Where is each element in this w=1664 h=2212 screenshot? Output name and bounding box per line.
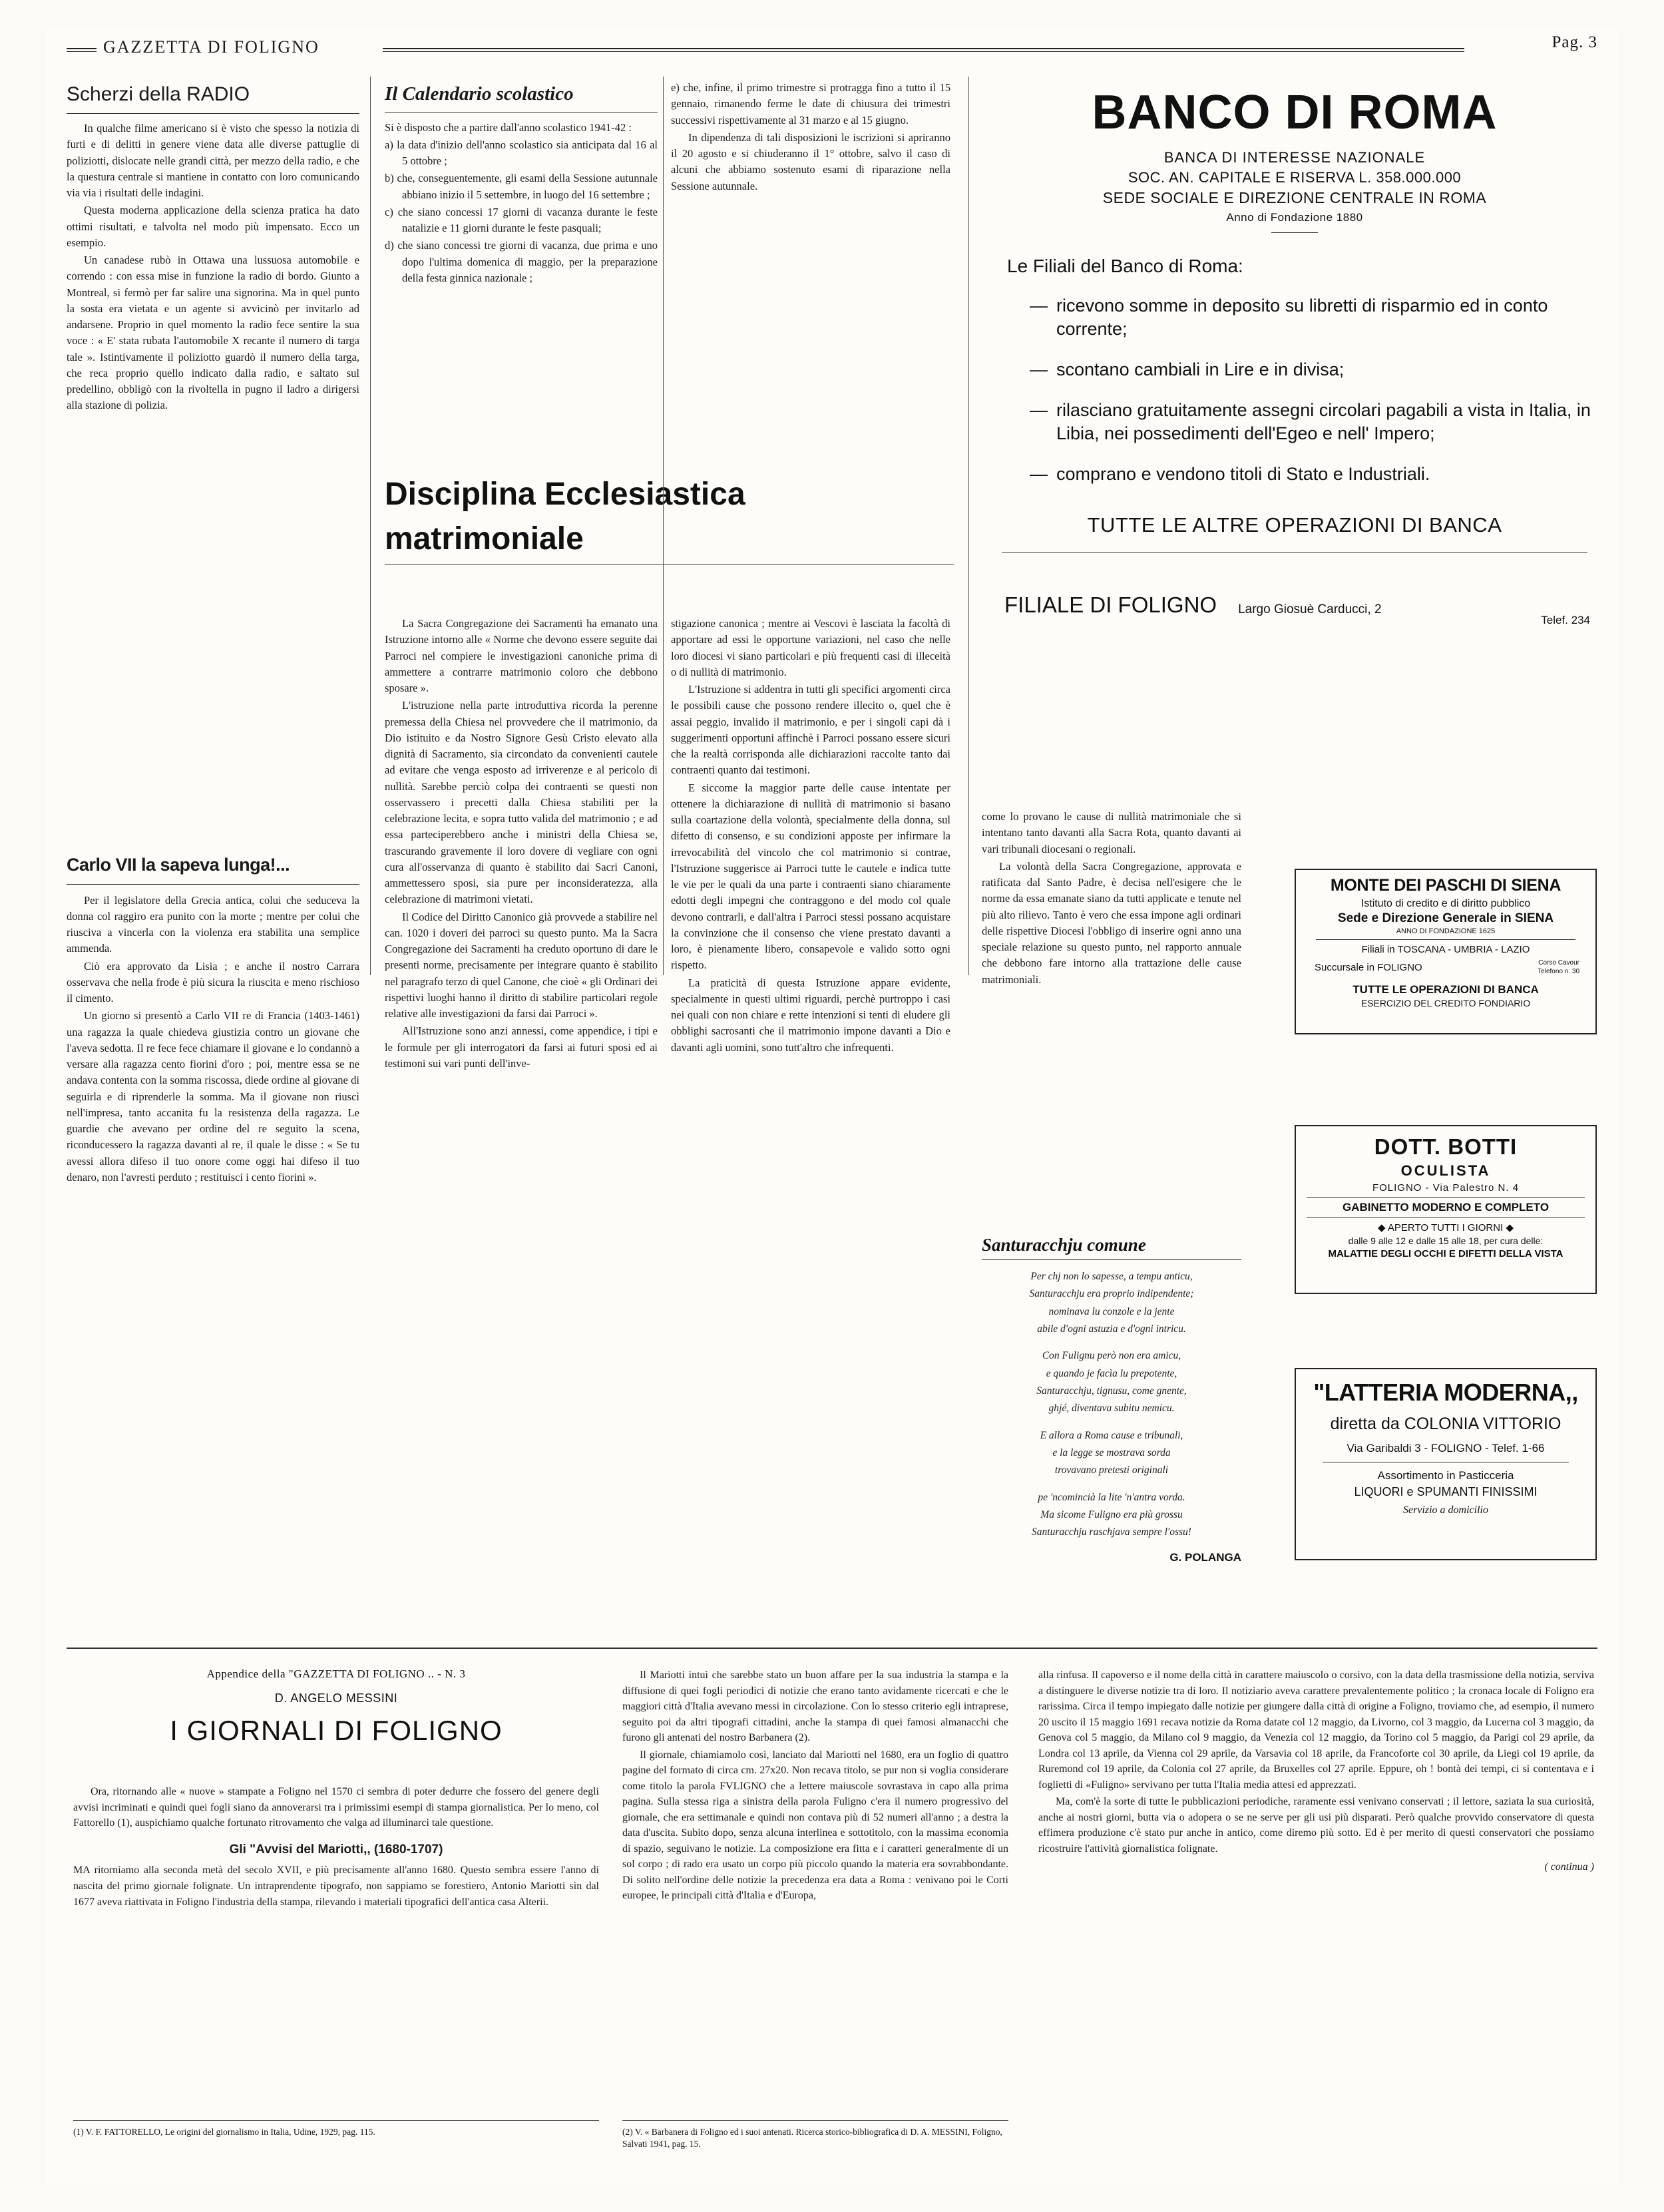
ad-banco-bullet [1030,399,1594,445]
ad-banco-line2: SOC. AN. CAPITALE E RISERVA L. 358.000.000 [1128,169,1462,186]
ad-banco-line3: SEDE SOCIALE E DIREZIONE CENTRALE IN ROMA [1102,189,1487,206]
diamond-icon: ◆ [1378,1222,1386,1233]
paragraph: E siccome la maggior parte delle cause intentate per ottenere la dichiarazione di nullità di matrimonio si basano sulla coartazione della volontà, specialmente della donna, sul difetto di consenso, e su condizioni apposte per infirmare la irrevocabilità del vincolo che col matrimonio si contrae, l'Istruzione suggerisce ai Parroci tutte le cautele e indica tutte le vie per le quali da una parte i contraenti siano chiaramente edotti degli impegni che contraggono e del modo col quale devono contrarli, e dall'altra i Parroci stessi possano acquistare la convinzione che il consenso che viene prestato davanti a loro, è pienamente libero, consapevole e valido sotto ogni rispetto. [671,781,950,972]
paragraph: All'Istruzione sono anzi annessi, come appendice, i tipi e le formule per gli interrogatori da farsi ai futuri sposi ed ai testimoni sui vari punti dell'inve- [385,1024,658,1070]
paragraph: L'istruzione nella parte introduttiva ricorda la perenne premessa della Chiesa nel provvedere che il matrimonio, da Dio istituito e da Nostro Signore Gesù Cristo elevato alla dignità di Sacramento, sia circondato da convenienti cautele ad evitare che venga esposto ad irriverenze e al pericolo di nullità. Sarebbe perciò colpa dei contraenti se questi non osservassero i precetti dalla Chiesa stabiliti per la celebrazione lecita, e sopra tutto valida del matrimonio ; e ad essa parteciperebbero anche i ministri della Chiesa se, trascurando gravemente il loro dovere di vegliare con ogni cura all'osservanza di quanto è stabilito dai Sacri Canoni, ammettessero sposi, sia pure per inconsideratezza, alla celebrazione di matrimoni vietati. [385,699,658,906]
ad-botti-services: MALATTIE DEGLI OCCHI E DIFETTI DELLA VISTA [1328,1248,1563,1259]
ad-botti-open [1296,1221,1595,1233]
paragraph: La Sacra Congregazione dei Sacramenti ha emanato una Istruzione intorno alle « Norme che devono essere seguite dai Parroci nel compiere le investigazioni canoniche prima di ammettere a contrarre matrimonio coloro che debbono sposare ». [385,617,658,694]
article-carlo [67,852,359,1187]
list-item: a) la data d'inizio dell'anno scolastico sia anticipata dal 16 al 5 ottobre ; [385,138,658,168]
divider [1271,232,1318,233]
poem-line: abile d'ogni astuzia e d'ogni intricu. [1037,1323,1186,1335]
ad-monte-title: MONTE DEI PASCHI DI SIENA [1330,876,1561,895]
section-divider [67,1648,1597,1649]
ad-latteria-moderna[interactable] [1295,1368,1597,1560]
appendice-subtitle: Gli "Avvisi del Mariotti,, (1680-1707) [229,1842,443,1857]
ad-latteria-assortment: Assortimento in Pasticceria [1377,1469,1514,1482]
continued-note: ( continua ) [1544,1861,1594,1873]
article-calendario-cont [671,80,950,196]
ad-monte-dei-paschi[interactable] [1295,869,1597,1034]
article-disciplina-header [385,476,954,564]
appendice-title: I GIORNALI DI FOLIGNO [170,1715,503,1746]
paragraph: In qualche filme americano si è visto che spesso la notizia di furti e di delitti in genere viene data alle diverse pattuglie di poliziotti, dislocate nelle grandi città, per mezzo della radio, e che la questura centrale si mantiene in contatto con loro comunicando via via i risultati delle indagini. [67,122,359,200]
list-item: e) che, infine, il primo trimestre si protragga fino a tutto il 15 gennaio, rimanendo ferme le date di chiusura dei trimestri successivi rispettivamente al 31 marzo e al 15 giugno. [671,81,950,126]
ad-latteria-title: "LATTERIA MODERNA,, [1313,1379,1578,1406]
ad-monte-line5c: Telefono n. 30 [1538,968,1579,975]
ad-botti-title: DOTT. BOTTI [1374,1134,1518,1159]
poem-line: Per chj non lo sapesse, a tempu anticu, [1030,1271,1193,1282]
dash-icon: — [1030,464,1048,485]
ad-monte-line2: Sede e Direzione Generale in SIENA [1337,911,1554,925]
ad-banco-line4: Anno di Fondazione 1880 [1226,211,1363,224]
appendice-col3 [1038,1667,1594,1875]
masthead [67,33,1597,60]
poem-line: pe 'ncomincià la lite 'n'antra vorda. [1038,1491,1185,1503]
ad-monte-line5: Succursale in FOLIGNO [1315,962,1422,973]
page-number: Pag. 3 [1552,33,1597,51]
article-disciplina-col1 [385,616,658,1073]
ad-dott-botti[interactable] [1295,1125,1597,1294]
dash-icon: — [1030,400,1048,421]
ad-banco-phone: Telef. 234 [1541,613,1590,626]
footnote-1-box [73,2120,599,2138]
footnote-2: (2) V. « Barbanera di Foligno ed i suoi antenati. Ricerca storico-bibliografica di D. A. MESSINI, Foligno, Salvati 1941, pag. 15. [622,2127,1002,2149]
ad-banco-bullet [1030,358,1594,381]
article-carlo-title: Carlo VII la sapeva lunga!... [67,855,290,875]
appendice-col2 [622,1667,1008,1905]
paragraph: Per il legislatore della Grecia antica, colui che seduceva la donna col raggiro era punito con la morte ; mentre per colui che riusciva a vincerla con la violenza era stabilita una semplice ammenda. [67,893,359,955]
ad-banco-lead: Le Filiali del Banco di Roma: [1007,256,1243,276]
footnote-1: (1) V. F. FATTORELLO, Le origini del giornalismo in Italia, Udine, 1929, pag. 115. [73,2127,375,2137]
ad-latteria-address: Via Garibaldi 3 - FOLIGNO - Telef. 1-66 [1347,1442,1545,1454]
paragraph: Il Mariotti intuì che sarebbe stato un buon affare per la sua industria la stampa e la diffusione di quei fogli periodici di notizie che erano tanto avidamente ricercati e che le maggiori città d'Italia avevano messi in circolazione. Con lo stesso criterio egli intraprese, seguito poi da altri tipografi cittadini, anche la stampa di quei famosi almanacchi che furono gli antenati del nostro Barbanera (2). [622,1669,1008,1744]
ad-monte-line6: TUTTE LE OPERAZIONI DI BANCA [1352,983,1539,996]
column-divider [968,77,969,975]
ad-monte-line5b: Corso Cavour [1538,959,1579,967]
column-divider [663,77,664,975]
poem-line: Santuracchju era proprio indipendente; [1029,1288,1194,1300]
poem-line: e la legge se mostrava sorda [1052,1447,1171,1459]
article-radio [67,80,359,415]
poem-signature: G. POLANGA [1169,1550,1241,1564]
poem-title: Santuracchju comune [982,1235,1146,1255]
ad-banco-address: Largo Giosuè Carducci, 2 [1238,602,1382,616]
ad-latteria-owner: diretta da COLONIA VITTORIO [1330,1415,1561,1433]
ad-monte-line3: ANNO DI FONDAZIONE 1625 [1396,927,1496,935]
paragraph: Il giornale, chiamiamolo così, lanciato dal Mariotti nel 1680, era un foglio di quattro pagine del formato di circa cm. 27x20. Non recava titolo, se pur non si voglia considerare come titolo la parola FVLIGNO che a lettere maiuscole sovrastava in capo alla prima pagina. Sulla stessa riga a sinistra della parola Fuligno c'era il numero progressivo del giornale, che era settimanale e quindi non contava più di 52 numeri all'anno ; a destra la data d'uscita. Subito dopo, senza alcuna interlinea e sottotitolo, con la massima economia di spazio, seguivano le notizie. La composizione era fitta e i caratteri generalmente di un sol corpo ; di rado era usato un corpo più piccolo quando la materia era sovrabbondante. Di solito nell'ordine delle notizie la precedenza era data a Roma : venivano poi le Corti europee, le principali città d'Italia e d'Europa, [622,1749,1008,1902]
article-calendario [385,80,658,288]
paragraph: Un canadese rubò in Ottawa una lussuosa automobile e correndo : con essa mise in funzione la radio di bordo. Giunto a Montreal, si fermò per far salire una signorina. Ma in quel punto la sosta era vietata e un agente si avvicinò per invitarlo ad andarsene. Proprio in quel momento la radio fece sentire la sua voce : « E' stata rubata l'automobile X recante il numero di targa tale ». Istintivamente il poliziotto guardò il numero della targa, che reca proprio quello indicato dalla radio, e saltato sul predellino, obbligò con la rivoltella in pugno il ladro a dirigersi alla stazione di polizia. [67,254,359,412]
ad-banco-bullet [1030,294,1594,341]
article-disciplina-col2 [671,616,950,1057]
paragraph: come lo provano le cause di nullità matrimoniale che si intentano tanto davanti alla Sacra Rota, quanto davanti ai vari tribunali diocesani o regionali. [982,810,1241,855]
ad-latteria-products: LIQUORI e SPUMANTI FINISSIMI [1354,1485,1538,1498]
column-divider [370,77,371,975]
paragraph: Ma, com'è la sorte di tutte le pubblicazioni periodiche, raramente essi venivano conservati ; il lettore, saziata la sua curiosità, anche ai nostri giorni, butta via o adopera o se ne serve per gli usi più disparati. Però qualche provvido conservatore di questa effimera produzione c'è stato pur anche in antico, come diremo più sotto. Ed è per merito di questi conservatori che possiamo ricostruire l'attività giornalistica folignate. [1038,1796,1594,1855]
paragraph: Ciò era approvato da Lisia ; e anche il nostro Carrara osservava che nella frode è più sicura la riuscita e meno rischioso il cimento. [67,959,359,1005]
paragraph: L'Istruzione si addentra in tutti gli specifici argomenti circa le possibili cause che possono rendere illecito o, quel che è assai peggio, invalido il matrimonio, e per i singoli capi dà i suggerimenti opportuni affinchè i Parroci possano essere sicuri che la realtà corrisponda alle dichiarazioni raccolte tanto dai contraenti quanto dai testimoni. [671,683,950,777]
ad-banco-bullet-text: ricevono somme in deposito su libretti di risparmio ed in conto corrente; [1056,296,1548,339]
article-calendario-title: Il Calendario scolastico [385,83,574,105]
ad-monte-line7: ESERCIZIO DEL CREDITO FONDIARIO [1360,998,1531,1008]
article-disciplina-title1: Disciplina Ecclesiastica [385,477,745,512]
article-disciplina-col3 [982,809,1241,989]
paragraph: Questa moderna applicazione della scienza pratica ha dato ottimi risultati, e talvolta nel modo più impensato. Ecco un esempio. [67,204,359,249]
ad-banco-bullet-text: comprano e vendono titoli di Stato e Industriali. [1056,464,1430,485]
dash-icon: — [1030,359,1048,380]
diamond-icon: ◆ [1506,1222,1514,1233]
publication-title: GAZZETTA DI FOLIGNO [103,37,319,57]
ad-banco-line1: BANCA DI INTERESSE NAZIONALE [1163,149,1426,166]
ad-botti-cabinet: GABINETTO MODERNO E COMPLETO [1342,1201,1550,1214]
article-radio-title: Scherzi della RADIO [67,83,250,105]
poem-line: E allora a Roma cause e tribunali, [1040,1429,1183,1441]
paragraph: Si è disposto che a partire dall'anno scolastico 1941-42 : [385,120,632,134]
poem-line: trovavano pretesti originali [1054,1464,1169,1476]
paragraph: In dipendenza di tali disposizioni le iscrizioni si apriranno il 20 agosto e si chiuderanno il 1° ottobre, salvo il caso di alcuni che abbiamo sostenuto esami di riparazione nella Sessione autunnale. [671,130,950,192]
ad-banco-all-operations: TUTTE LE ALTRE OPERAZIONI DI BANCA [1087,513,1502,537]
poem-line: Santuracchju, tignusu, come gnente, [1036,1385,1187,1397]
ad-botti-address: FOLIGNO - Via Palestro N. 4 [1372,1182,1520,1194]
poem-line: ghjé, diventava subitu nemicu. [1048,1403,1175,1415]
ad-banco-bullet-text: scontano cambiali in Lire e in divisa; [1056,359,1345,380]
poem-line: nominava lu conzole e la jente [1048,1305,1175,1317]
paragraph: Ora, ritornando alle « nuove » stampate a Foligno nel 1570 ci sembra di poter dedurre che fossero del genere degli avvisi incriminati e quindi quei fogli siano da annoverarsi tra i primissimi esempi di stampa giornalistica. Per lo meno, col Fattorello (1), auspichiamo qualche fortunato ritrovamento che valga ad illuminarci tale questione. [73,1786,599,1829]
list-item: c) che siano concessi 17 giorni di vacanza durante le feste natalizie e 11 giorni durante le feste pasquali; [385,205,658,235]
dash-icon: — [1030,296,1048,316]
ad-banco-branch: FILIALE DI FOLIGNO [1004,592,1217,617]
appendice-header-block [73,1667,599,1747]
ad-banco-di-roma[interactable] [995,73,1594,792]
list-item: b) che, conseguentemente, gli esami della Sessione autunnale abbiano inizio il 5 settembre, in luogo del 16 settembre ; [385,172,658,201]
paragraph: alla rinfusa. Il capoverso e il nome della città in carattere maiuscolo o corsivo, con la data della trasmissione della notizia, serviva a distinguere le diverse notizie tra di loro. Il notiziario aveva carattere prevalentemente politico ; la cronaca locale di Foligno era rarissima. Circa il tempo impiegato dalle notizie per giungere dalla città di origine a Foligno, troviamo che, ad esempio, il numero 20 uscito il 15 maggio 1691 recava notizie da Roma datate col 12 maggio, da Livorno, col 3 maggio, da Lucerna col 3 maggio, da Genova col 5 maggio, da Milano col 9 maggio, da Venezia col 12 maggio, da Torino col 5 maggio, da Parigi col 29 aprile, da Londra col 13 aprile, da Vienna col 29 aprile, da Varsavia col 18 aprile, da Francoforte col 30 aprile, da Liegi col 19 aprile, da Ruremond col 19 aprile, da Colonia col 27 aprile, da Bruxelles col 27 aprile. Eppure, oh ! bontà dei tempi, ci si contentava e i foglietti di «Fuligno» servivano per tutta l'Italia media attesi ed apprezzati. [1038,1669,1594,1791]
paragraph: Un giorno si presentò a Carlo VII re di Francia (1403-1461) una ragazza la quale chiedeva giustizia contro un giovane che l'aveva sedotta. Il re fece fece chiamare il giovane e lo condannò a versare alla ragazza cento fiorini d'oro ; poi, mentre essa se ne andava contenta con la somma riscossa, diede ordine al giovane di seguirla e di riprenderle la somma. Ma il giovane non riuscì nell'impresa, tanto accanita fu la resistenza della ragazza. Le guardie che avevano per ordine del re seguito la scena, riconducessero la ragazza davanti al re, il quale le disse : « Se tu avessi allora difeso il tuo onore come oggi hai difeso il tuo denaro, non l'avresti perduto ; restituisci i cento fiorini ». [67,1009,359,1184]
paragraph: Il Codice del Diritto Canonico già provvede a stabilire nel can. 1020 i doveri dei parroci su questo punto. Ma la Sacra Congregazione dei Sacramenti ha creduto oportuno di dare le presenti norme, precisamente per integrare quanto è stabilito nel paragrafo terzo di quel Canone, che cioè « gli Ordinari dei rispettivi luoghi hanno il diritto di stabilire particolari regole relative alle investigazioni da farsi dai Parroci ». [385,910,658,1020]
paragraph: stigazione canonica ; mentre ai Vescovi è lasciata la facoltà di apportare ad essi le opportune variazioni, nel caso che nelle loro diocesi vi siano particolari e più frequenti casi di illeceità o di nullità di matrimonio. [671,617,950,678]
ad-botti-open-text: APERTO TUTTI I GIORNI [1387,1222,1504,1233]
article-disciplina-title2: matrimoniale [385,521,584,556]
paragraph: La praticità di questa Istruzione appare evidente, specialmente in questi ultimi riguardi, perchè purtroppo i casi nei quali con non chiare e rette intenzioni si tenti di eludere gli obblighi sacrosanti che il matrimonio impone davanti a Dio e davanti agli uomini, sono tutt'altro che infrequenti. [671,976,950,1054]
poem-line: e quando je facìa lu prepotente, [1046,1367,1177,1379]
footnote-2-box [622,2120,1008,2150]
poem-line: Con Fulignu però non era amicu, [1042,1350,1181,1362]
ad-banco-title: BANCO DI ROMA [1092,86,1498,139]
ad-monte-line4: Filiali in TOSCANA - UMBRIA - LAZIO [1361,944,1530,955]
poem-santuracchju [982,1235,1241,1564]
ad-banco-bullet [1030,463,1594,486]
poem-line: Santuracchju raschjava sempre l'ossu! [1032,1526,1191,1538]
paragraph: MA ritorniamo alla seconda metà del secolo XVII, e più precisamente all'anno 1680. Questo sembra essere l'anno di nascita del primo giornale folignate. Un intraprendente tipografo, non sappiamo se forestiero, Antonio Mariotti sin dal 1677 aveva riattivata in Foligno l'industria della stampa, rilevando i materiali tipografici dell'antica casa Alterii. [73,1865,599,1908]
ad-monte-line1: Istituto di credito e di diritto pubblico [1360,898,1531,909]
appendice-header: Appendice della "GAZZETTA DI FOLIGNO .. - N. 3 [206,1667,466,1680]
ad-botti-hours: dalle 9 alle 12 e dalle 15 alle 18, per cura delle: [1348,1235,1544,1246]
appendice-col1 [73,1784,599,1911]
masthead-title-box [97,33,383,59]
ad-botti-specialty: OCULISTA [1400,1162,1491,1179]
page-number-box [1464,33,1597,59]
appendice-author: D. ANGELO MESSINI [274,1691,398,1705]
ad-latteria-service: Servizio a domicilio [1403,1504,1488,1516]
paragraph: La volontà della Sacra Congregazione, approvata e ratificata dal Santo Padre, è decisa nell'esigere che le norme da essa emanate siano da tutti applicate e tenute nel più alto rilievo. Tanto è vero che essa impone agli ordinari delle rispettive Diocesi l'obbligo di inserire ogni anno una speciale relazione su questo punto, nel rapporto annuale che debbono fare intorno alla trattazione delle cause matrimoniali. [982,859,1241,986]
poem-line: Ma sicome Fuligno era più grossu [1040,1509,1183,1521]
ad-banco-bullet-text: rilasciano gratuitamente assegni circolari pagabili a vista in Italia, in Libia, nei possedimenti dell'Egeo e nell' Impero; [1056,400,1591,444]
list-item: d) che siano concessi tre giorni di vacanza, due prima e uno dopo l'ultima domenica di maggio, per la preparazione della festa ginnica nazionale ; [385,239,658,284]
